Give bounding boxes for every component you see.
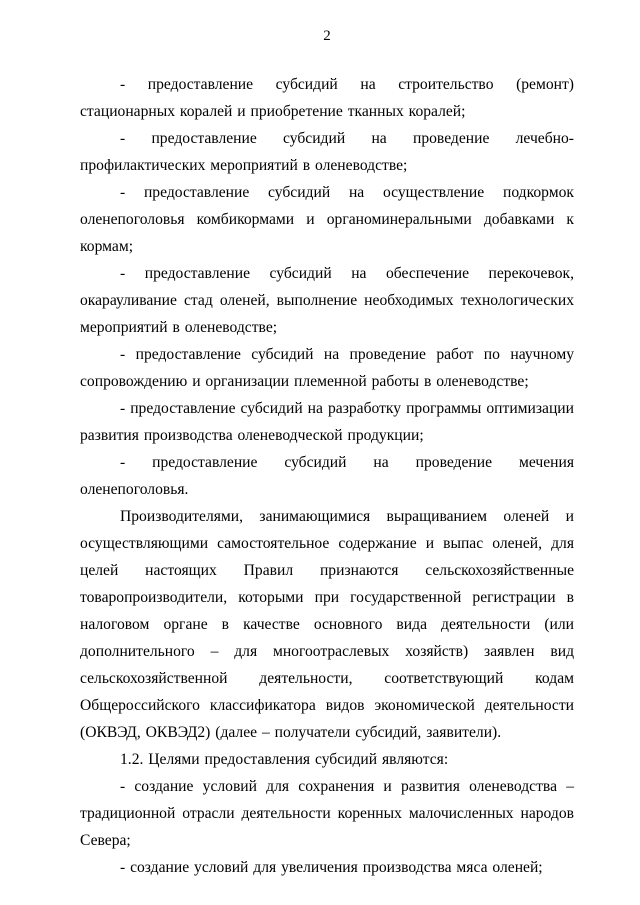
paragraph-producers-definition: Производителями, занимающимися выращиванием оленей и осуществляющими самостоятельное содержание и выпас оленей, для целей настоящих Правил признаются сельскохозяйственные товаропроизводители, которыми при государственной регистрации в налоговом органе в качестве основного вида деятельности (или дополнительного – для многоотраслевых хозяйств) заявлен вид сельскохозяйственной деятельности, соответствующий кодам Общероссийского классификатора видов экономической деятельности (ОКВЭД, ОКВЭД2) (далее – получатели субсидий, заявители).	[80, 508, 574, 741]
paragraph-subsidy-program: - предоставление субсидий на разработку программы оптимизации развития производства оленеводческой продукции;	[80, 400, 574, 444]
paragraph-subsidy-medical: - предоставление субсидий на проведение лечебно-профилактических мероприятий в оленеводстве;	[80, 130, 574, 174]
paragraph-subsidy-corrals: - предоставление субсидий на строительство (ремонт) стационарных коралей и приобретение тканных коралей;	[80, 76, 574, 120]
paragraph-subsidy-tagging: - предоставление субсидий на проведение мечения оленепоголовья.	[80, 454, 574, 498]
document-body	[80, 71, 574, 881]
paragraph-subsidy-migration: - предоставление субсидий на обеспечение перекочевок, окарауливание стад оленей, выполнение необходимых технологических мероприятий в оленеводстве;	[80, 265, 574, 336]
paragraph-subsidy-science: - предоставление субсидий на проведение работ по научному сопровождению и организации племенной работы в оленеводстве;	[80, 346, 574, 390]
paragraph-goal-meat-production: - создание условий для увеличения производства мяса оленей;	[120, 859, 543, 876]
paragraph-section-1-2: 1.2. Целями предоставления субсидий являются:	[120, 751, 449, 768]
page-number: 2	[323, 28, 331, 44]
paragraph-subsidy-feeding: - предоставление субсидий на осуществление подкормок оленепоголовья комбикормами и органоминеральными добавками к кормам;	[80, 184, 574, 255]
paragraph-goal-preservation: - создание условий для сохранения и развития оленеводства – традиционной отрасли деятельности коренных малочисленных народов Севера;	[80, 778, 574, 849]
